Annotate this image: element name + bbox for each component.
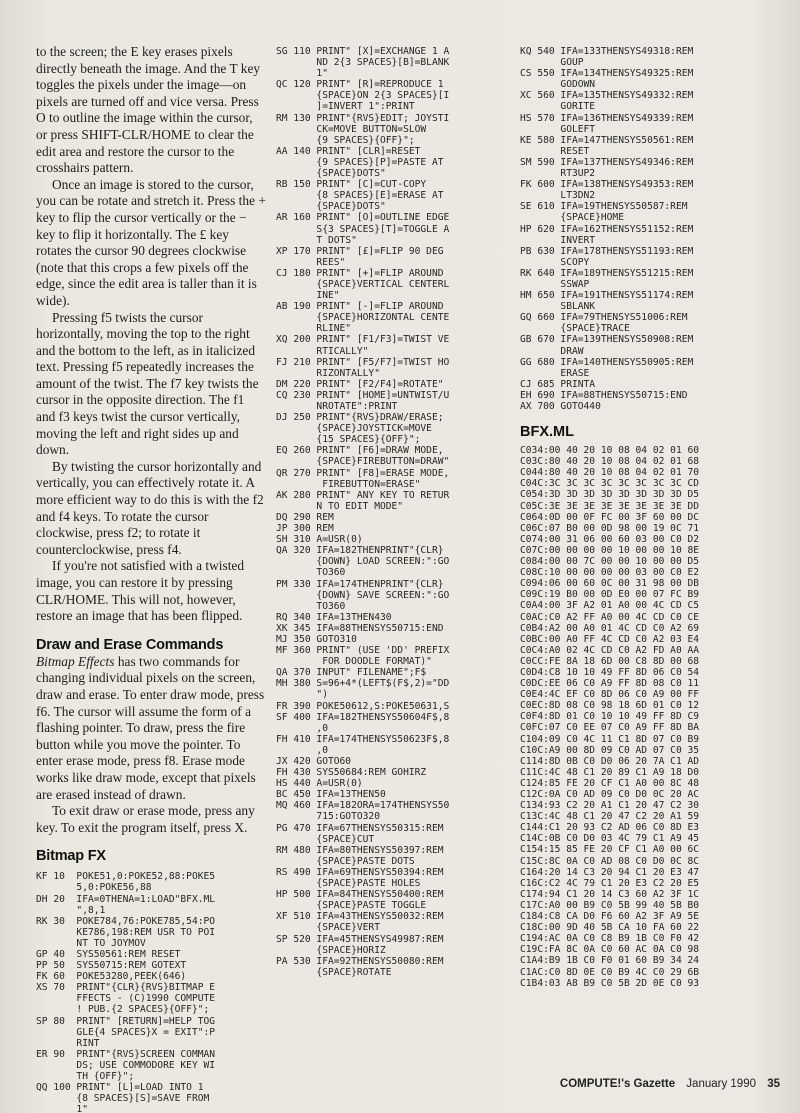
hex-line: C12C:0A C0 AD 09 C0 D0 0C 20 AC xyxy=(520,789,700,800)
hex-line: C0AC:C0 A2 FF A0 00 4C CD C0 CE xyxy=(520,611,700,623)
listing-line: NT TO JOYMOV xyxy=(36,937,146,949)
hex-line: C1AC:C0 8D 0E C0 B9 4C C0 29 6B xyxy=(520,966,700,978)
listing-line: SP 520 IFA=45THENSYS49987:REM xyxy=(276,933,444,945)
listing-line: {SPACE}JOYSTICK=MOVE xyxy=(276,423,432,435)
hex-line: C0EC:8D 08 C0 98 18 6D 01 C0 12 xyxy=(520,700,700,712)
listing-line: CJ 685 PRINTA xyxy=(520,378,596,390)
listing-line: {SPACE}PASTE DOTS xyxy=(276,855,415,867)
basic-listing-part-3 xyxy=(520,46,782,412)
listing-line: FFECTS - (C)1990 COMPUTE xyxy=(36,993,216,1005)
page-number: 35 xyxy=(767,1078,780,1090)
listing-line: {SPACE}ON 2{3 SPACES}[I xyxy=(276,90,450,102)
listing-line: N TO EDIT MODE" xyxy=(276,500,404,512)
hex-line: C19C:FA 8C 0A C0 60 AC 0A C0 98 xyxy=(520,944,700,956)
listing-line: QA 320 IFA=182THENPRINT"{CLR} xyxy=(276,545,444,557)
listing-line: 1" xyxy=(36,1104,88,1113)
listing-line: KF 10 POKE51,0:POKE52,88:POKE5 xyxy=(36,871,216,883)
hex-line: C044:80 40 20 10 08 04 02 01 70 xyxy=(520,467,700,479)
listing-line: SCOPY xyxy=(520,256,590,268)
section-heading-bitmap-fx: Bitmap FX xyxy=(36,848,106,865)
listing-line: {8 SPACES}[E]=ERASE AT xyxy=(276,190,444,202)
listing-line: KQ 540 IFA=133THENSYS49318:REM xyxy=(520,46,694,57)
listing-line: FH 410 IFA=174THENSYS50623F$,8 xyxy=(276,733,450,745)
listing-line: GLE{4 SPACES}X = EXIT":P xyxy=(36,1026,216,1038)
listing-line: HP 620 IFA=162THENSYS51152:REM xyxy=(520,223,694,235)
listing-line: FJ 210 PRINT" [F5/F7]=TWIST HO xyxy=(276,356,450,368)
listing-line: PB 630 IFA=178THENSYS51193:REM xyxy=(520,245,694,257)
listing-line: RTICALLY" xyxy=(276,345,369,357)
listing-line: XF 510 IFA=43THENSYS50032:REM xyxy=(276,911,444,923)
hex-line: C0E4:4C EF C0 8D 06 C0 A9 00 FF xyxy=(520,689,700,701)
listing-line: 715:GOTO320 xyxy=(276,811,380,823)
hex-line: C0CC:FE 8A 18 6D 00 C8 8D 00 68 xyxy=(520,655,700,667)
hex-line: C09C:19 B0 00 0D E0 00 07 FC B9 xyxy=(520,589,700,601)
listing-line: {SPACE}VERTICAL CENTERL xyxy=(276,278,450,290)
listing-line: {SPACE}FIREBUTTON=DRAW" xyxy=(276,456,450,468)
listing-line: DH 20 IFA=0THENA=1:LOAD"BFX.ML xyxy=(36,893,216,905)
hex-line: C04C:3C 3C 3C 3C 3C 3C 3C 3C CD xyxy=(520,478,700,490)
listing-line: AB 190 PRINT" [-]=FLIP AROUND xyxy=(276,301,444,313)
hex-line: C0D4:C8 10 10 49 FF 8D 06 C0 54 xyxy=(520,666,700,678)
listing-line: JP 300 REM xyxy=(276,523,334,535)
listing-line: DS; USE COMMODORE KEY WI xyxy=(36,1059,216,1071)
hex-line: C11C:4C 48 C1 20 89 C1 A9 18 D0 xyxy=(520,766,700,778)
listing-line: GQ 660 IFA=79THENSYS51006:REM xyxy=(520,312,688,324)
listing-line: ND 2{3 SPACES}[B]=BLANK xyxy=(276,57,450,69)
listing-line: SBLANK xyxy=(520,301,596,313)
listing-line: {15 SPACES}{OFF}"; xyxy=(276,434,421,446)
hex-line: C17C:A0 00 B9 C0 5B 99 40 5B B0 xyxy=(520,899,700,911)
hex-line: C104:09 C0 4C 11 C1 8D 07 C0 B9 xyxy=(520,733,700,745)
article-paragraph: If you're not satisfied with a twisted image, you can restore it by pressing CLR/HOME. This will not, however, restore an image that has been flipped. xyxy=(36,558,245,624)
hex-line: C094:06 00 60 0C 00 31 98 00 DB xyxy=(520,578,700,590)
article-paragraph: Pressing f5 twists the cursor horizontally, moving the top to the right and the bottom to the left, as in italicized text. Pressing f5 repeatedly increases the amount of the twist. The f7 key twists the cursor in the opposite direction. The f1 and f3 keys twist the cursor vertically, moving the left and right sides up and down. xyxy=(36,309,259,458)
listing-line: RM 130 PRINT"{RVS}EDIT; JOYSTI xyxy=(276,112,450,124)
listing-line: RESET xyxy=(520,145,590,157)
hex-line: C10C:A9 00 8D 09 C0 AD 07 C0 35 xyxy=(520,744,700,756)
listing-line: {SPACE}ROTATE xyxy=(276,966,392,978)
listing-line: RT3UP2 xyxy=(520,168,596,180)
hex-line: C114:8D 0B C0 D0 06 20 7A C1 AD xyxy=(520,755,700,767)
listing-line: AK 280 PRINT" ANY KEY TO RETUR xyxy=(276,489,450,501)
listing-line: HM 650 IFA=191THENSYS51174:REM xyxy=(520,290,694,302)
hex-line: C124:85 FE 20 CF C1 A0 00 8C 48 xyxy=(520,777,700,789)
listing-line: RK 640 IFA=189THENSYS51215:REM xyxy=(520,267,694,279)
hex-line: C144:C1 20 93 C2 AD 06 C0 8D E3 xyxy=(520,822,700,834)
listing-line: ,0 xyxy=(276,722,328,734)
listing-line: TH {OFF}"; xyxy=(36,1071,135,1082)
listing-line: GOUP xyxy=(520,57,584,69)
listing-line: FOR DOODLE FORMAT)" xyxy=(276,656,432,668)
basic-listing-part-2 xyxy=(276,46,508,978)
listing-line: {SPACE}PASTE TOGGLE xyxy=(276,900,427,912)
listing-line: HS 440 A=USR(0) xyxy=(276,778,363,790)
listing-line: GORITE xyxy=(520,101,596,113)
listing-line: TO360 xyxy=(276,600,346,612)
page-footer xyxy=(552,1078,780,1090)
hex-line: C05C:3E 3E 3E 3E 3E 3E 3E 3E DD xyxy=(520,500,700,512)
listing-line: GOLEFT xyxy=(520,123,596,135)
listing-line: MF 360 PRINT" (USE 'DD' PREFIX xyxy=(276,645,450,657)
listing-line: GP 40 SYS50561:REM RESET xyxy=(36,948,181,960)
listing-line: {9 SPACES}[P]=PASTE AT xyxy=(276,156,444,168)
listing-line: SH 310 A=USR(0) xyxy=(276,534,363,546)
hex-line: C13C:4C 48 C1 20 47 C2 20 A1 59 xyxy=(520,811,700,823)
listing-column-3 xyxy=(520,46,782,989)
listing-line: QC 120 PRINT" [R]=REPRODUCE 1 xyxy=(276,79,444,91)
listing-line: KE786,198:REM USR TO POI xyxy=(36,926,216,938)
hex-line: C18C:00 9D 40 5B CA 10 FA 60 22 xyxy=(520,922,700,934)
article-paragraph: Once an image is stored to the cursor, you can be rotate and stretch it. Press the + key to flip the cursor vertically or the − key to flip it horizontally. The £ key rotates the cursor 90 degrees clockwise (note that this crops a few pixels off the edge, since the edit area is taller than it is wide). xyxy=(36,176,266,308)
hex-line: C14C:0B C0 D0 03 4C 79 C1 A9 45 xyxy=(520,833,700,845)
listing-line: MH 380 S=96+4*(LEFT$(F$,2)="DD xyxy=(276,678,450,690)
listing-line: XQ 200 PRINT" [F1/F3]=TWIST VE xyxy=(276,334,450,346)
listing-line: FH 430 SYS50684:REM GOHIRZ xyxy=(276,767,427,779)
hex-line: C0C4:A0 02 4C CD C0 A2 FD A0 AA xyxy=(520,644,700,656)
article-paragraph: By twisting the cursor horizontally and vertically, you can effectively rotate it. A more efficient way to do this is with the f2 and f4 keys. To rotate the cursor clockwise, press f2; to rotate it counterclockwise, press f4. xyxy=(36,458,264,557)
listing-line: SM 590 IFA=137THENSYS49346:REM xyxy=(520,156,694,168)
listing-line: LT3DN2 xyxy=(520,190,596,202)
listing-line: RINT xyxy=(36,1037,100,1049)
hex-line: C164:20 14 C3 20 94 C1 20 E3 47 xyxy=(520,866,700,878)
listing-line: {SPACE}DOTS" xyxy=(276,201,386,213)
listing-line: DM 220 PRINT" [F2/F4]=ROTATE" xyxy=(276,378,444,390)
listing-line: SP 80 PRINT" [RETURN]=HELP TOG xyxy=(36,1015,216,1027)
listing-line: {SPACE}HOME xyxy=(520,212,624,224)
section-heading-bfx-ml: BFX.ML xyxy=(520,424,574,441)
hex-line: C03C:80 40 20 10 08 04 02 01 68 xyxy=(520,456,700,468)
hex-line: C0B4:A2 00 A0 01 4C CD C0 A2 69 xyxy=(520,622,700,634)
listing-line: QR 270 PRINT" [F8]=ERASE MODE, xyxy=(276,467,450,479)
issue-date: January 1990 xyxy=(686,1078,756,1090)
listing-line: FK 600 IFA=138THENSYS49353:REM xyxy=(520,179,694,191)
hex-line: C16C:C2 4C 79 C1 20 E3 C2 20 E5 xyxy=(520,877,700,889)
listing-line: CK=MOVE BUTTON=SLOW xyxy=(276,123,427,135)
listing-line: 1" xyxy=(276,68,328,80)
listing-line: DQ 290 REM xyxy=(276,511,334,523)
listing-line: SE 610 IFA=19THENSYS50587:REM xyxy=(520,201,688,213)
listing-line: KE 580 IFA=147THENSYS50561:REM xyxy=(520,134,694,146)
listing-line: REES" xyxy=(276,256,346,268)
hex-line: C1B4:03 A8 B9 C0 5B 2D 0E C0 93 xyxy=(520,977,700,989)
hex-line: C184:C8 CA D0 F6 60 A2 3F A9 5E xyxy=(520,911,700,923)
listing-line: SF 400 IFA=182THENSYS50604F$,8 xyxy=(276,711,450,723)
listing-line: BC 450 IFA=13THEN50 xyxy=(276,789,386,801)
listing-line: XS 70 PRINT"{CLR}{RVS}BITMAP E xyxy=(36,982,216,994)
basic-listing-part-1 xyxy=(36,871,266,1113)
hex-line: C084:00 00 7C 00 00 10 00 00 D5 xyxy=(520,556,700,568)
hex-line: C034:00 40 20 10 08 04 02 01 60 xyxy=(520,445,700,457)
listing-line: {9 SPACES}{OFF}"; xyxy=(276,134,415,146)
hex-line: C07C:00 00 00 00 10 00 00 10 8E xyxy=(520,544,700,556)
listing-line: FK 60 POKE53280,PEEK(646) xyxy=(36,971,187,983)
listing-line: ]=INVERT 1":PRINT xyxy=(276,101,415,113)
hex-line: C06C:07 B0 00 0D 98 00 19 0C 71 xyxy=(520,522,700,534)
listing-line: GG 680 IFA=140THENSYS50905:REM xyxy=(520,356,694,368)
listing-line: RQ 340 IFA=13THEN430 xyxy=(276,611,392,623)
listing-line: ERASE xyxy=(520,367,590,379)
listing-line: SSWAP xyxy=(520,278,590,290)
listing-line: S{3 SPACES}[T]=TOGGLE A xyxy=(276,223,450,235)
hex-line: C1A4:B9 1B C0 F0 01 60 B9 34 24 xyxy=(520,955,700,967)
listing-line: RK 30 POKE784,76:POKE785,54:PO xyxy=(36,915,216,927)
listing-line: XK 345 IFA=88THENSYS50715:END xyxy=(276,622,444,634)
listing-line: CS 550 IFA=134THENSYS49325:REM xyxy=(520,68,694,80)
listing-line: QA 370 INPUT" FILENAME";F$ xyxy=(276,667,427,679)
listing-line: {SPACE}PASTE HOLES xyxy=(276,878,421,890)
hex-line: C054:3D 3D 3D 3D 3D 3D 3D 3D D5 xyxy=(520,489,700,501)
listing-line: {8 SPACES}[S]=SAVE FROM xyxy=(36,1093,210,1105)
hex-line: C0BC:00 A0 FF 4C CD C0 A2 03 E4 xyxy=(520,633,700,645)
listing-line: ",8,1 xyxy=(36,904,106,916)
hex-line: C08C:10 00 00 00 00 03 00 C0 E2 xyxy=(520,567,700,579)
listing-line: {SPACE}HORIZONTAL CENTE xyxy=(276,312,450,324)
article-paragraph: To exit draw or erase mode, press any key. To exit the program itself, press X. xyxy=(36,803,255,835)
listing-line: PA 530 IFA=92THENSYS50080:REM xyxy=(276,955,444,967)
article-paragraph: to the screen; the E key erases pixels directly beneath the image. And the T key toggles the pixels under the image—on pixels are turned off and vice versa. Press O to outline the image within the cursor, or press SHIFT-CLR/HOME to clear the edit area and restore the cursor to the crosshairs pattern. xyxy=(36,44,261,176)
listing-line: FR 390 POKE50612,S:POKE50631,S xyxy=(276,700,450,712)
listing-line: DJ 250 PRINT"{RVS}DRAW/ERASE; xyxy=(276,412,444,424)
listing-line: HP 500 IFA=84THENSYS50400:REM xyxy=(276,889,444,901)
listing-line: RM 480 IFA=80THENSYS50397:REM xyxy=(276,844,444,856)
listing-line: RS 490 IFA=69THENSYS50394:REM xyxy=(276,866,444,878)
listing-line: {DOWN} SAVE SCREEN:":GO xyxy=(276,589,450,601)
listing-line: CQ 230 PRINT" [HOME]=UNTWIST/U xyxy=(276,389,450,401)
listing-line: EH 690 IFA=88THENSYS50715:END xyxy=(520,389,688,401)
listing-line: DRAW xyxy=(520,345,584,357)
listing-line: {DOWN} LOAD SCREEN:":GO xyxy=(276,556,450,568)
hex-line: C174:94 C1 20 14 C3 60 A2 3F 1C xyxy=(520,888,700,900)
listing-line: FIREBUTTON=ERASE" xyxy=(276,478,421,490)
listing-line: AR 160 PRINT" [O]=OUTLINE EDGE xyxy=(276,212,450,224)
hex-line: C0F4:8D 01 C0 10 10 49 FF 8D C9 xyxy=(520,711,700,723)
program-name-italic: Bitmap Effects xyxy=(36,653,115,669)
listing-line: MJ 350 GOTO310 xyxy=(276,633,357,645)
hex-line: C15C:8C 0A C0 AD 08 C0 D0 0C 8C xyxy=(520,855,700,867)
listing-line: EQ 260 PRINT" [F6]=DRAW MODE, xyxy=(276,445,444,457)
listing-line: JX 420 GOTO60 xyxy=(276,756,352,767)
hex-line: C074:00 31 06 00 60 03 00 C0 D2 xyxy=(520,533,700,545)
listing-column-2 xyxy=(276,46,508,978)
listing-line: XP 170 PRINT" [£]=FLIP 90 DEG xyxy=(276,245,444,257)
listing-line: QQ 100 PRINT" [L]=LOAD INTO 1 xyxy=(36,1082,204,1094)
listing-line: ,0 xyxy=(276,744,328,756)
listing-line: RB 150 PRINT" [C]=CUT-COPY xyxy=(276,179,427,191)
listing-line: ") xyxy=(276,689,328,701)
listing-line: {SPACE}HORIZ xyxy=(276,944,386,956)
listing-line: ER 90 PRINT"{RVS}SCREEN COMMAN xyxy=(36,1048,216,1060)
listing-line: 5,0:POKE56,88 xyxy=(36,882,152,894)
listing-line: RLINE" xyxy=(276,323,352,335)
hex-line: C064:0D 00 0F FC 00 3F 60 00 DC xyxy=(520,511,700,523)
listing-line: {SPACE}DOTS" xyxy=(276,168,386,180)
hex-dump-listing xyxy=(520,445,782,989)
listing-line: {SPACE}TRACE xyxy=(520,323,630,335)
hex-line: C0A4:00 3F A2 01 A0 00 4C CD C5 xyxy=(520,600,700,612)
listing-line: GB 670 IFA=139THENSYS50908:REM xyxy=(520,334,694,346)
listing-line: HS 570 IFA=136THENSYS49339:REM xyxy=(520,112,694,124)
listing-line: AX 700 GOTO440 xyxy=(520,401,601,412)
listing-line: T DOTS" xyxy=(276,234,357,246)
hex-line: C0DC:EE 06 C0 A9 FF 8D 08 C0 11 xyxy=(520,678,700,690)
listing-line: MQ 460 IFA=182ORA=174THENSYS50 xyxy=(276,800,450,812)
listing-line: PM 330 IFA=174THENPRINT"{CLR} xyxy=(276,578,444,590)
listing-line: RIZONTALLY" xyxy=(276,367,380,379)
article-paragraph xyxy=(36,654,266,803)
section-heading-draw-erase: Draw and Erase Commands xyxy=(36,636,224,653)
listing-line: PP 50 SYS50715:REM GOTEXT xyxy=(36,960,187,972)
hex-line: C0FC:07 C0 EE 07 C0 A9 FF 8D BA xyxy=(520,722,700,734)
listing-line: GODOWN xyxy=(520,79,596,91)
listing-line: INVERT xyxy=(520,234,596,246)
listing-line: CJ 180 PRINT" [+]=FLIP AROUND xyxy=(276,267,444,279)
paragraph-text: has two commands for changing individual pixels on the screen, draw and erase. To enter draw mode, press f6. The cursor will assume the form of a flashing pointer. To draw, press the fire button while you move the pointer. To enter erase mode, press f8. Erase mode works like draw mode, except that pixels are erased instead of drawn. xyxy=(36,653,265,802)
listing-line: PG 470 IFA=67THENSYS50315:REM xyxy=(276,822,444,834)
listing-line: NROTATE":PRINT xyxy=(276,401,398,412)
hex-line: C154:15 85 FE 20 CF C1 A0 00 6C xyxy=(520,844,700,856)
hex-line: C134:93 C2 20 A1 C1 20 47 C2 30 xyxy=(520,800,700,812)
listing-line: INE" xyxy=(276,290,340,302)
listing-line: SG 110 PRINT" [X]=EXCHANGE 1 A xyxy=(276,46,450,57)
listing-line: TO360 xyxy=(276,567,346,579)
listing-line: XC 560 IFA=135THENSYS49332:REM xyxy=(520,90,694,102)
listing-line: ! PUB.{2 SPACES}{OFF}"; xyxy=(36,1004,210,1016)
listing-line: {SPACE}CUT xyxy=(276,833,375,845)
hex-line: C194:AC 0A C0 C8 B9 1B C0 F0 42 xyxy=(520,933,700,945)
listing-line: AA 140 PRINT" [CLR]=RESET xyxy=(276,145,421,157)
listing-line: {SPACE}VERT xyxy=(276,922,380,934)
article-column-1 xyxy=(36,44,266,1113)
magazine-title: COMPUTE!'s Gazette xyxy=(559,1078,676,1090)
